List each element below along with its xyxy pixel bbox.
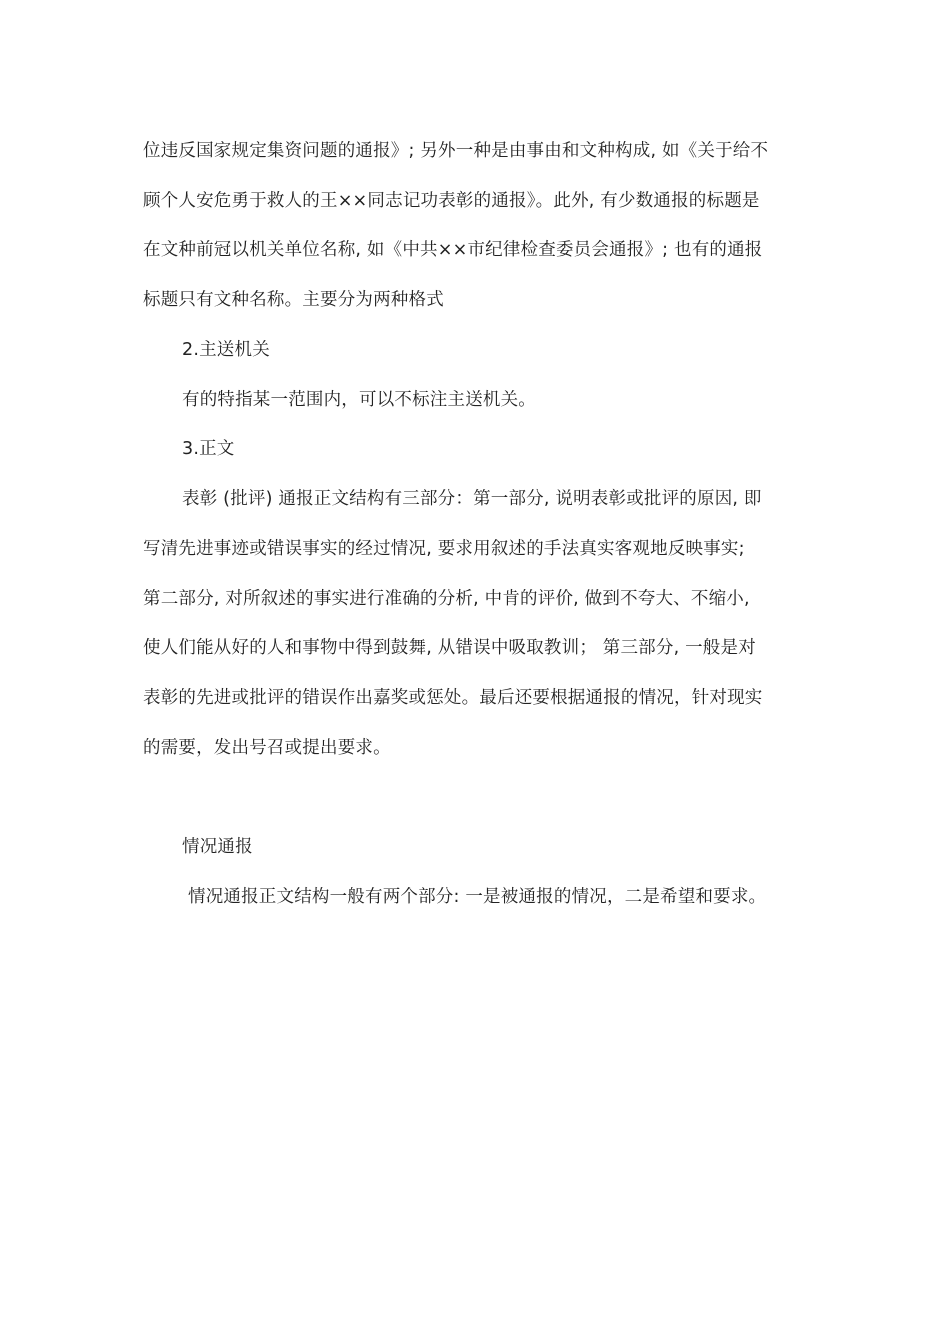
- paragraph-line: 在文种前冠以机关单位名称, 如《中共××市纪律检查委员会通报》; 也有的通报: [143, 240, 763, 260]
- paragraph-line: 有的特指某一范围内，可以不标注主送机关。: [182, 390, 536, 410]
- paragraph-line: 写清先进事迹或错误事实的经过情况, 要求用叙述的手法真实客观地反映事实;: [143, 539, 745, 559]
- section-heading-recipient: 2.主送机关: [182, 340, 270, 360]
- paragraph-line: 表彰 (批评) 通报正文结构有三部分：第一部分, 说明表彰或批评的原因, 即: [182, 489, 762, 509]
- section-heading-situation-report: 情况通报: [182, 837, 253, 857]
- paragraph-line: 顾个人安危勇于救人的王××同志记功表彰的通报》。此外, 有少数通报的标题是: [143, 191, 760, 211]
- paragraph-line: 表彰的先进或批评的错误作出嘉奖或惩处。最后还要根据通报的情况，针对现实: [143, 688, 763, 708]
- section-heading-body: 3.正文: [182, 439, 235, 459]
- paragraph-line: 第二部分, 对所叙述的事实进行准确的分析, 中肯的评价, 做到不夸大、不缩小,: [143, 589, 750, 609]
- paragraph-line: 标题只有文种名称。主要分为两种格式: [143, 290, 444, 310]
- paragraph-line: 情况通报正文结构一般有两个部分: 一是被通报的情况，二是希望和要求。: [188, 887, 767, 907]
- paragraph-line: 使人们能从好的人和事物中得到鼓舞, 从错误中吸取教训； 第三部分, 一般是对: [143, 638, 756, 658]
- paragraph-line: 的需要，发出号召或提出要求。: [143, 738, 391, 758]
- paragraph-line: 位违反国家规定集资问题的通报》; 另外一种是由事由和文种构成, 如《关于给不: [143, 141, 769, 161]
